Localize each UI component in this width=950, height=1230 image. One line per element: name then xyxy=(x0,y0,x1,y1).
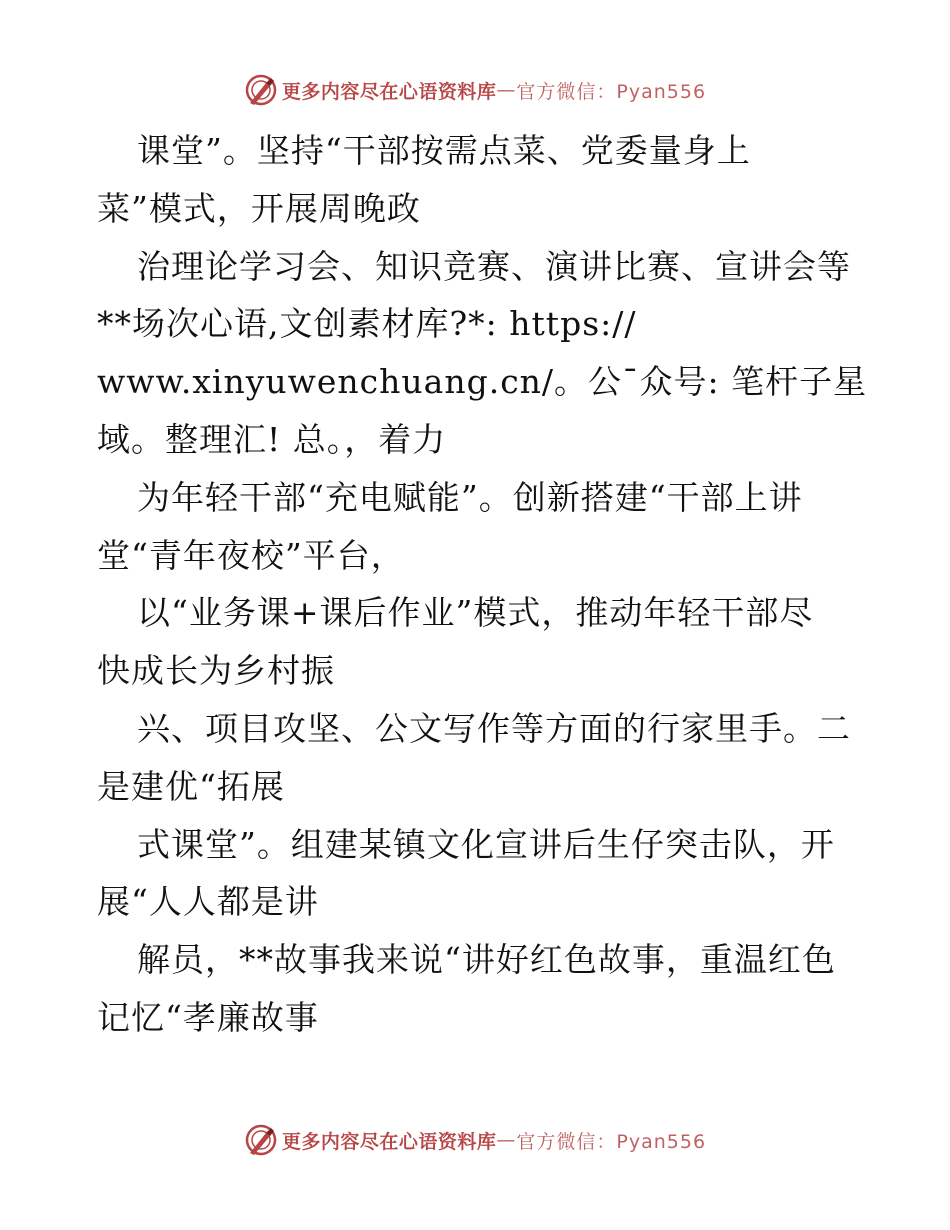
header-watermark xyxy=(0,70,950,110)
text-line: 兴、项目攻坚、公文写作等方面的行家里手。二 xyxy=(137,708,851,748)
text-line: 快成长为乡村振 xyxy=(97,651,335,691)
document-body xyxy=(97,122,868,1047)
text-line: 式课堂”。组建某镇文化宣讲后生仔突击队，开 xyxy=(137,824,835,864)
text-line: **场次心语,文创素材库?*: https:// xyxy=(97,304,637,344)
text-line: 菜”模式，开展周晚政 xyxy=(97,188,421,228)
pen-logo-icon xyxy=(244,73,278,107)
pen-logo-icon xyxy=(244,1123,278,1157)
text-line: 解员，**故事我来说“讲好红色故事，重温红色 xyxy=(137,940,836,980)
watermark-main-text: 更多内容尽在心语资料库 xyxy=(281,80,497,103)
text-line: 课堂”。坚持“干部按需点菜、党委量身上 xyxy=(137,131,751,170)
text-line: 以“业务课+课后作业”模式，推动年轻干部尽 xyxy=(137,593,814,633)
watermark-main-text: 更多内容尽在心语资料库 xyxy=(281,1130,497,1153)
text-line: 为年轻干部“充电赋能”。创新搭建“干部上讲 xyxy=(137,477,803,517)
text-line-url: www.xinyuwenchuang.cn/。公¯众号: 笔杆子星 xyxy=(97,362,868,402)
footer-watermark xyxy=(0,1120,950,1160)
watermark-dash: — xyxy=(496,1129,517,1151)
text-line: 治理论学习会、知识竞赛、演讲比赛、宣讲会等 xyxy=(137,246,851,286)
watermark-contact-text: 官方微信：Pyan556 xyxy=(516,1130,707,1153)
text-line: 堂“青年夜校”平台， xyxy=(97,535,405,575)
watermark-contact-text: 官方微信：Pyan556 xyxy=(516,80,707,103)
text-line: 展“人人都是讲 xyxy=(97,882,319,922)
text-line: 是建优“拓展 xyxy=(97,766,285,806)
text-line: 记忆“孝廉故事 xyxy=(97,997,319,1037)
watermark-dash: — xyxy=(496,79,517,101)
text-line: 域。整理汇! 总。，着力 xyxy=(97,419,447,459)
